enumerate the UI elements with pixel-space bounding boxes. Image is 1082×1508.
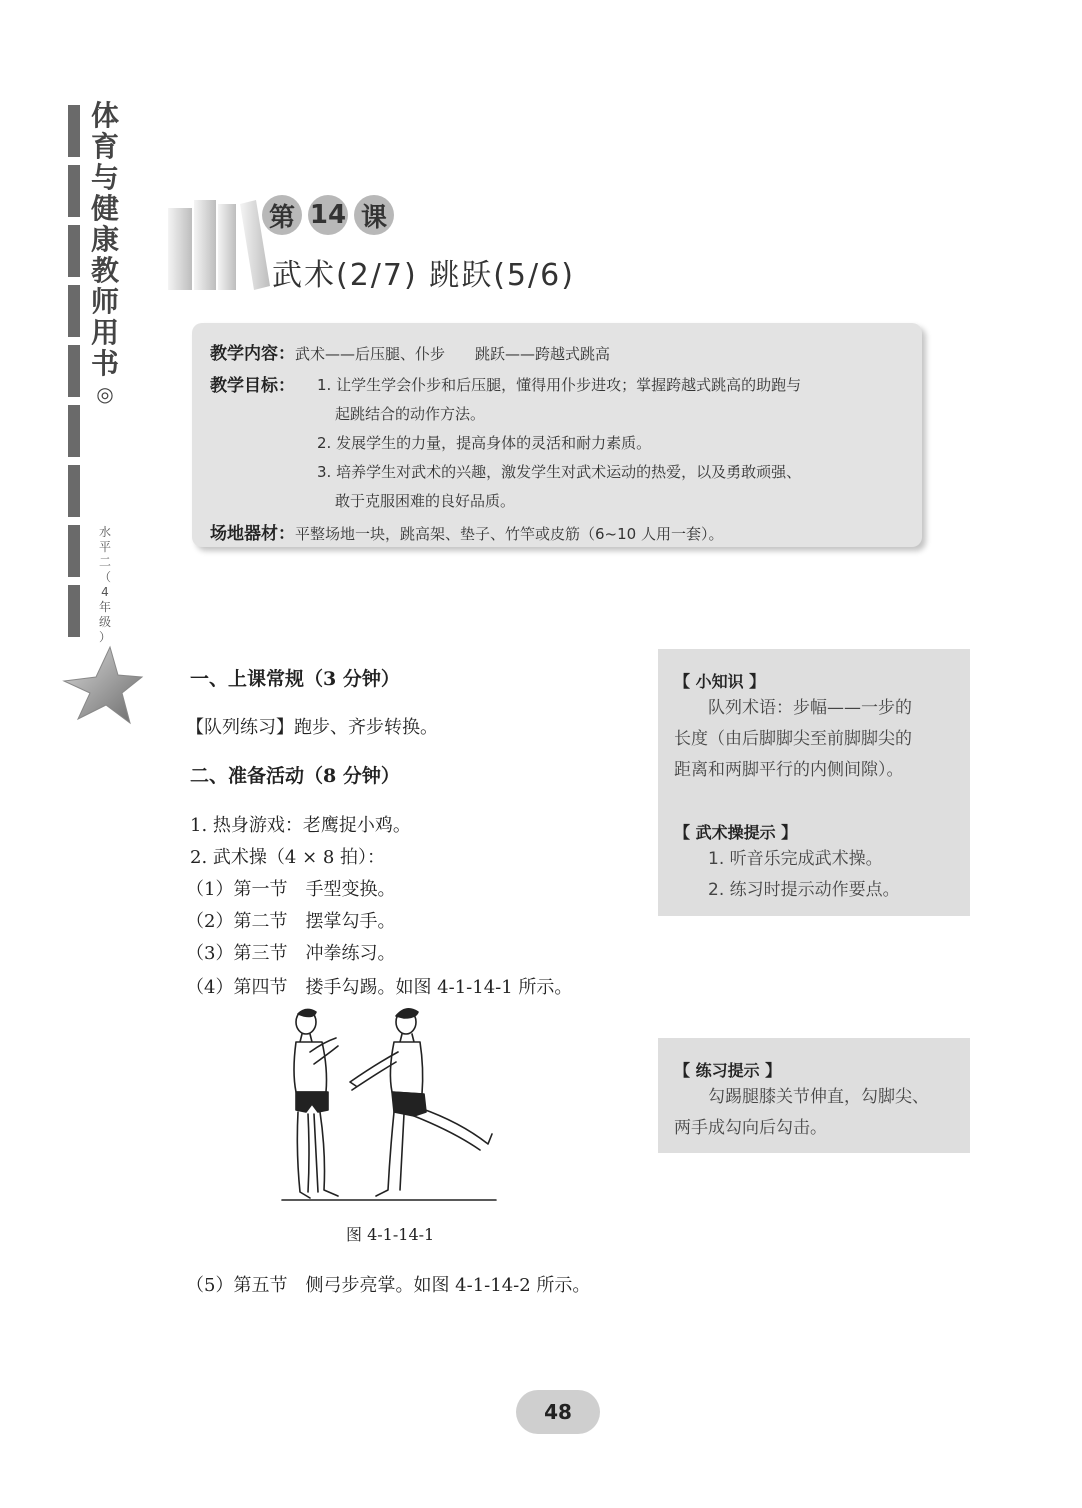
- spine-char: 康: [90, 223, 119, 256]
- spine-char: 体: [90, 99, 119, 132]
- grade-char: 4: [101, 585, 109, 599]
- section-heading: 二、准备活动（8 分钟）: [190, 765, 400, 787]
- grade-char: 年: [98, 600, 111, 614]
- list-item: （4）第四节 搂手勾踢。如图 4-1-14-1 所示。: [186, 977, 573, 998]
- goal-label: 教学目标：: [210, 376, 295, 396]
- goal-line: 3. 培养学生对武术的兴趣，激发学生对武术运动的热爱，以及勇敢顽强、: [317, 463, 802, 481]
- list-item: 1. 热身游戏：老鹰捉小鸡。: [190, 815, 411, 836]
- grade-char: 级: [98, 615, 111, 629]
- wushu-tips-text: [674, 844, 900, 906]
- spine-char: 教: [90, 254, 119, 287]
- knowledge-line: 长度（由后脚脚尖至前脚脚尖的: [674, 729, 912, 749]
- practice-tips-title: 【 练习提示 】: [674, 1061, 782, 1080]
- grade-char: ）: [98, 630, 111, 644]
- knowledge-line: 队列术语：步幅——一步的: [674, 698, 912, 718]
- content-label: 教学内容：: [210, 344, 295, 364]
- drill-text: 【队列练习】跑步、齐步转换。: [186, 717, 438, 738]
- practice-tips-box: [658, 1038, 970, 1153]
- section-heading: 一、上课常规（3 分钟）: [190, 668, 400, 690]
- lesson-number-value: 14: [308, 195, 348, 235]
- knowledge-text: [674, 693, 912, 786]
- spine-char: 与: [90, 161, 119, 194]
- spine-char: 育: [90, 130, 119, 163]
- equipment-row: [210, 519, 723, 544]
- lesson-number: [262, 192, 400, 238]
- list-item: （2）第二节 摆掌勾手。: [186, 911, 396, 932]
- grade-char: 平: [98, 540, 111, 554]
- content-row: [210, 339, 610, 364]
- spine-bar: [68, 105, 80, 640]
- content-value: 武术——后压腿、仆步 跳跃——跨越式跳高: [295, 345, 611, 363]
- wushu-tip-line: 2. 练习时提示动作要点。: [674, 880, 900, 900]
- spine-char: 健: [90, 192, 119, 225]
- spine-char: 用: [90, 316, 119, 349]
- list-item: （3）第三节 冲拳练习。: [186, 943, 396, 964]
- list-item: 2. 武术操（4 × 8 拍）：: [190, 847, 386, 868]
- lesson-title: 武术(2/7) 跳跃(5/6): [272, 258, 575, 293]
- star-icon: [62, 645, 144, 725]
- spine-char: 书: [90, 347, 119, 380]
- lesson-info-box: [192, 323, 922, 547]
- wushu-tip-line: 1. 听音乐完成武术操。: [674, 849, 883, 869]
- practice-tip-line: 勾踢腿膝关节伸直，勾脚尖、: [674, 1087, 929, 1107]
- knowledge-title: 【 小知识 】: [674, 672, 766, 691]
- exercise-illustration: [280, 1002, 502, 1207]
- lesson-label-pre: 第: [262, 195, 302, 235]
- grade-level-vertical: [95, 525, 115, 645]
- spine-char: 师: [90, 285, 119, 318]
- books-icon: [162, 190, 272, 290]
- grade-char: 水: [98, 525, 111, 539]
- wushu-tips-title: 【 武术操提示 】: [674, 823, 798, 842]
- grade-char: 二: [98, 555, 111, 569]
- lesson-label-post: 课: [354, 195, 394, 235]
- goal-line: 1. 让学生学会仆步和后压腿，懂得用仆步进攻；掌握跨越式跳高的助跑与: [317, 376, 802, 394]
- practice-tip-line: 两手成勾向后勾击。: [674, 1118, 827, 1138]
- grade-char: （: [98, 570, 111, 584]
- page-number: 48: [516, 1390, 600, 1434]
- equipment-label: 场地器材：: [210, 524, 295, 544]
- goal-line: 敢于克服困难的良好品质。: [335, 492, 516, 510]
- list-item: （1）第一节 手型变换。: [186, 879, 396, 900]
- equipment-value: 平整场地一块，跳高架、垫子、竹竿或皮筋（6~10 人用一套）。: [295, 525, 724, 543]
- spine-char: ◎: [96, 382, 114, 406]
- figure-caption: 图 4-1-14-1: [346, 1225, 435, 1244]
- tips-sidebar-box: [658, 649, 970, 916]
- practice-tips-text: [674, 1082, 929, 1144]
- list-item: （5）第五节 侧弓步亮掌。如图 4-1-14-2 所示。: [186, 1275, 591, 1296]
- book-title-vertical: [88, 100, 122, 410]
- goal-line: 2. 发展学生的力量，提高身体的灵活和耐力素质。: [317, 434, 652, 452]
- goal-line: 起跳结合的动作方法。: [335, 405, 486, 423]
- knowledge-line: 距离和两脚平行的内侧间隙）。: [674, 760, 904, 780]
